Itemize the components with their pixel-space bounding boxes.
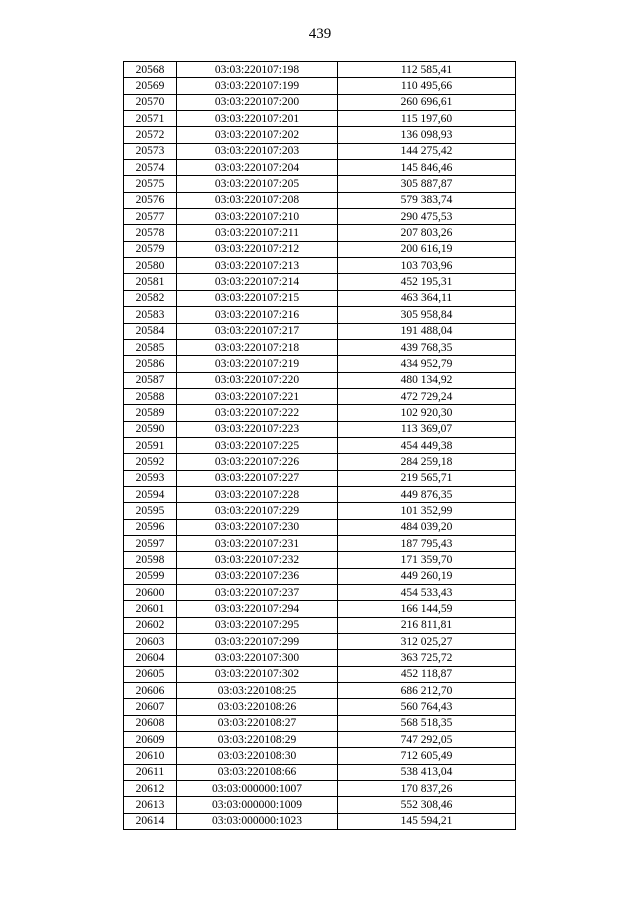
row-number-cell: 20596 <box>124 519 177 535</box>
cadastral-value-cell: 305 958,84 <box>338 307 516 323</box>
row-number-cell: 20583 <box>124 307 177 323</box>
cadastral-number-cell: 03:03:000000:1023 <box>177 813 338 829</box>
table-row <box>124 617 516 633</box>
cadastral-value-cell: 439 768,35 <box>338 339 516 355</box>
cadastral-value-cell: 552 308,46 <box>338 797 516 813</box>
row-number-cell: 20589 <box>124 405 177 421</box>
table-row <box>124 94 516 110</box>
cadastral-number-cell: 03:03:220107:227 <box>177 470 338 486</box>
cadastral-value-cell: 290 475,53 <box>338 209 516 225</box>
table-row <box>124 62 516 78</box>
table-row <box>124 274 516 290</box>
row-number-cell: 20582 <box>124 290 177 306</box>
cadastral-value-cell: 112 585,41 <box>338 62 516 78</box>
cadastral-value-cell: 145 846,46 <box>338 160 516 176</box>
table-row <box>124 339 516 355</box>
row-number-cell: 20571 <box>124 111 177 127</box>
table-row <box>124 503 516 519</box>
cadastral-value-cell: 538 413,04 <box>338 764 516 780</box>
table-row <box>124 552 516 568</box>
cadastral-value-cell: 472 729,24 <box>338 388 516 404</box>
cadastral-value-cell: 102 920,30 <box>338 405 516 421</box>
row-number-cell: 20576 <box>124 192 177 208</box>
table-row <box>124 290 516 306</box>
cadastral-number-cell: 03:03:220107:295 <box>177 617 338 633</box>
row-number-cell: 20597 <box>124 535 177 551</box>
cadastral-number-cell: 03:03:220107:231 <box>177 535 338 551</box>
row-number-cell: 20587 <box>124 372 177 388</box>
table-row <box>124 78 516 94</box>
row-number-cell: 20600 <box>124 585 177 601</box>
cadastral-value-cell: 712 605,49 <box>338 748 516 764</box>
cadastral-value-cell: 115 197,60 <box>338 111 516 127</box>
row-number-cell: 20594 <box>124 486 177 502</box>
cadastral-number-cell: 03:03:220107:228 <box>177 486 338 502</box>
row-number-cell: 20572 <box>124 127 177 143</box>
table-row <box>124 258 516 274</box>
cadastral-value-cell: 463 364,11 <box>338 290 516 306</box>
table-row <box>124 454 516 470</box>
row-number-cell: 20592 <box>124 454 177 470</box>
row-number-cell: 20570 <box>124 94 177 110</box>
cadastral-value-cell: 454 449,38 <box>338 437 516 453</box>
table-row <box>124 225 516 241</box>
row-number-cell: 20598 <box>124 552 177 568</box>
cadastral-value-cell: 187 795,43 <box>338 535 516 551</box>
cadastral-value-cell: 484 039,20 <box>338 519 516 535</box>
cadastral-value-cell: 449 876,35 <box>338 486 516 502</box>
table-row <box>124 470 516 486</box>
row-number-cell: 20573 <box>124 143 177 159</box>
cadastral-value-cell: 144 275,42 <box>338 143 516 159</box>
cadastral-number-cell: 03:03:220108:26 <box>177 699 338 715</box>
row-number-cell: 20580 <box>124 258 177 274</box>
row-number-cell: 20611 <box>124 764 177 780</box>
row-number-cell: 20591 <box>124 437 177 453</box>
cadastral-number-cell: 03:03:220107:205 <box>177 176 338 192</box>
cadastral-value-cell: 219 565,71 <box>338 470 516 486</box>
cadastral-value-cell: 747 292,05 <box>338 732 516 748</box>
row-number-cell: 20574 <box>124 160 177 176</box>
cadastral-number-cell: 03:03:220107:232 <box>177 552 338 568</box>
row-number-cell: 20590 <box>124 421 177 437</box>
cadastral-number-cell: 03:03:220107:226 <box>177 454 338 470</box>
cadastral-number-cell: 03:03:000000:1009 <box>177 797 338 813</box>
row-number-cell: 20588 <box>124 388 177 404</box>
table-row <box>124 323 516 339</box>
cadastral-value-cell: 434 952,79 <box>338 356 516 372</box>
cadastral-value-cell: 145 594,21 <box>338 813 516 829</box>
cadastral-value-cell: 568 518,35 <box>338 715 516 731</box>
cadastral-number-cell: 03:03:220107:202 <box>177 127 338 143</box>
table-row <box>124 486 516 502</box>
cadastral-number-cell: 03:03:220107:201 <box>177 111 338 127</box>
table-body <box>124 62 516 830</box>
table-row <box>124 160 516 176</box>
cadastral-number-cell: 03:03:220107:208 <box>177 192 338 208</box>
cadastral-value-cell: 166 144,59 <box>338 601 516 617</box>
cadastral-value-cell: 200 616,19 <box>338 241 516 257</box>
row-number-cell: 20605 <box>124 666 177 682</box>
table-row <box>124 666 516 682</box>
table-row <box>124 535 516 551</box>
cadastral-value-cell: 312 025,27 <box>338 634 516 650</box>
cadastral-value-cell: 452 118,87 <box>338 666 516 682</box>
table-row <box>124 781 516 797</box>
table-row <box>124 699 516 715</box>
table-row <box>124 732 516 748</box>
cadastral-number-cell: 03:03:220107:217 <box>177 323 338 339</box>
cadastral-number-cell: 03:03:220107:210 <box>177 209 338 225</box>
cadastral-number-cell: 03:03:220107:221 <box>177 388 338 404</box>
row-number-cell: 20586 <box>124 356 177 372</box>
cadastral-value-cell: 171 359,70 <box>338 552 516 568</box>
row-number-cell: 20575 <box>124 176 177 192</box>
cadastral-number-cell: 03:03:220107:230 <box>177 519 338 535</box>
cadastral-number-cell: 03:03:220107:215 <box>177 290 338 306</box>
cadastral-number-cell: 03:03:220107:229 <box>177 503 338 519</box>
cadastral-value-cell: 136 098,93 <box>338 127 516 143</box>
cadastral-number-cell: 03:03:220108:25 <box>177 683 338 699</box>
cadastral-number-cell: 03:03:220107:216 <box>177 307 338 323</box>
table-row <box>124 585 516 601</box>
row-number-cell: 20595 <box>124 503 177 519</box>
cadastral-number-cell: 03:03:220107:302 <box>177 666 338 682</box>
cadastral-value-cell: 216 811,81 <box>338 617 516 633</box>
table-row <box>124 601 516 617</box>
table-row <box>124 192 516 208</box>
row-number-cell: 20581 <box>124 274 177 290</box>
row-number-cell: 20602 <box>124 617 177 633</box>
cadastral-value-cell: 452 195,31 <box>338 274 516 290</box>
table-row <box>124 715 516 731</box>
row-number-cell: 20609 <box>124 732 177 748</box>
table-row <box>124 372 516 388</box>
page-number: 439 <box>308 26 332 42</box>
cadastral-number-cell: 03:03:220107:213 <box>177 258 338 274</box>
cadastral-value-cell: 363 725,72 <box>338 650 516 666</box>
table-row <box>124 519 516 535</box>
table-row <box>124 650 516 666</box>
table-row <box>124 388 516 404</box>
cadastral-value-cell: 480 134,92 <box>338 372 516 388</box>
table-row <box>124 111 516 127</box>
cadastral-number-cell: 03:03:220107:219 <box>177 356 338 372</box>
cadastral-value-cell: 191 488,04 <box>338 323 516 339</box>
table-row <box>124 797 516 813</box>
cadastral-value-cell: 560 764,43 <box>338 699 516 715</box>
table-row <box>124 748 516 764</box>
cadastral-number-cell: 03:03:220107:225 <box>177 437 338 453</box>
row-number-cell: 20606 <box>124 683 177 699</box>
row-number-cell: 20577 <box>124 209 177 225</box>
cadastral-number-cell: 03:03:220108:30 <box>177 748 338 764</box>
cadastral-number-cell: 03:03:220107:212 <box>177 241 338 257</box>
cadastral-value-cell: 110 495,66 <box>338 78 516 94</box>
cadastral-value-table <box>123 61 516 830</box>
cadastral-number-cell: 03:03:220107:218 <box>177 339 338 355</box>
cadastral-number-cell: 03:03:220107:200 <box>177 94 338 110</box>
cadastral-value-cell: 579 383,74 <box>338 192 516 208</box>
table-row <box>124 764 516 780</box>
cadastral-value-cell: 103 703,96 <box>338 258 516 274</box>
table-row <box>124 683 516 699</box>
row-number-cell: 20593 <box>124 470 177 486</box>
row-number-cell: 20610 <box>124 748 177 764</box>
cadastral-number-cell: 03:03:220107:214 <box>177 274 338 290</box>
row-number-cell: 20584 <box>124 323 177 339</box>
row-number-cell: 20585 <box>124 339 177 355</box>
table-row <box>124 241 516 257</box>
row-number-cell: 20614 <box>124 813 177 829</box>
table-row <box>124 568 516 584</box>
cadastral-number-cell: 03:03:220107:300 <box>177 650 338 666</box>
cadastral-number-cell: 03:03:220107:220 <box>177 372 338 388</box>
cadastral-value-cell: 170 837,26 <box>338 781 516 797</box>
cadastral-value-cell: 207 803,26 <box>338 225 516 241</box>
cadastral-number-cell: 03:03:220108:29 <box>177 732 338 748</box>
row-number-cell: 20569 <box>124 78 177 94</box>
table-row <box>124 634 516 650</box>
cadastral-number-cell: 03:03:000000:1007 <box>177 781 338 797</box>
row-number-cell: 20601 <box>124 601 177 617</box>
cadastral-number-cell: 03:03:220107:211 <box>177 225 338 241</box>
row-number-cell: 20612 <box>124 781 177 797</box>
cadastral-number-cell: 03:03:220107:222 <box>177 405 338 421</box>
cadastral-number-cell: 03:03:220107:236 <box>177 568 338 584</box>
table-row <box>124 307 516 323</box>
row-number-cell: 20608 <box>124 715 177 731</box>
cadastral-value-cell: 454 533,43 <box>338 585 516 601</box>
cadastral-value-cell: 449 260,19 <box>338 568 516 584</box>
table-row <box>124 356 516 372</box>
row-number-cell: 20613 <box>124 797 177 813</box>
table-row <box>124 209 516 225</box>
row-number-cell: 20579 <box>124 241 177 257</box>
cadastral-value-cell: 686 212,70 <box>338 683 516 699</box>
row-number-cell: 20604 <box>124 650 177 666</box>
cadastral-value-cell: 305 887,87 <box>338 176 516 192</box>
table-row <box>124 813 516 829</box>
cadastral-number-cell: 03:03:220107:198 <box>177 62 338 78</box>
table-row <box>124 176 516 192</box>
cadastral-number-cell: 03:03:220107:223 <box>177 421 338 437</box>
cadastral-number-cell: 03:03:220108:66 <box>177 764 338 780</box>
row-number-cell: 20578 <box>124 225 177 241</box>
cadastral-number-cell: 03:03:220107:299 <box>177 634 338 650</box>
row-number-cell: 20599 <box>124 568 177 584</box>
cadastral-number-cell: 03:03:220107:204 <box>177 160 338 176</box>
row-number-cell: 20603 <box>124 634 177 650</box>
table-row <box>124 405 516 421</box>
cadastral-value-cell: 260 696,61 <box>338 94 516 110</box>
cadastral-number-cell: 03:03:220107:294 <box>177 601 338 617</box>
cadastral-number-cell: 03:03:220107:199 <box>177 78 338 94</box>
cadastral-value-cell: 284 259,18 <box>338 454 516 470</box>
table-row <box>124 421 516 437</box>
row-number-cell: 20568 <box>124 62 177 78</box>
cadastral-number-cell: 03:03:220107:237 <box>177 585 338 601</box>
table-row <box>124 437 516 453</box>
cadastral-value-cell: 101 352,99 <box>338 503 516 519</box>
cadastral-number-cell: 03:03:220107:203 <box>177 143 338 159</box>
cadastral-value-cell: 113 369,07 <box>338 421 516 437</box>
row-number-cell: 20607 <box>124 699 177 715</box>
table-row <box>124 143 516 159</box>
cadastral-number-cell: 03:03:220108:27 <box>177 715 338 731</box>
table-row <box>124 127 516 143</box>
